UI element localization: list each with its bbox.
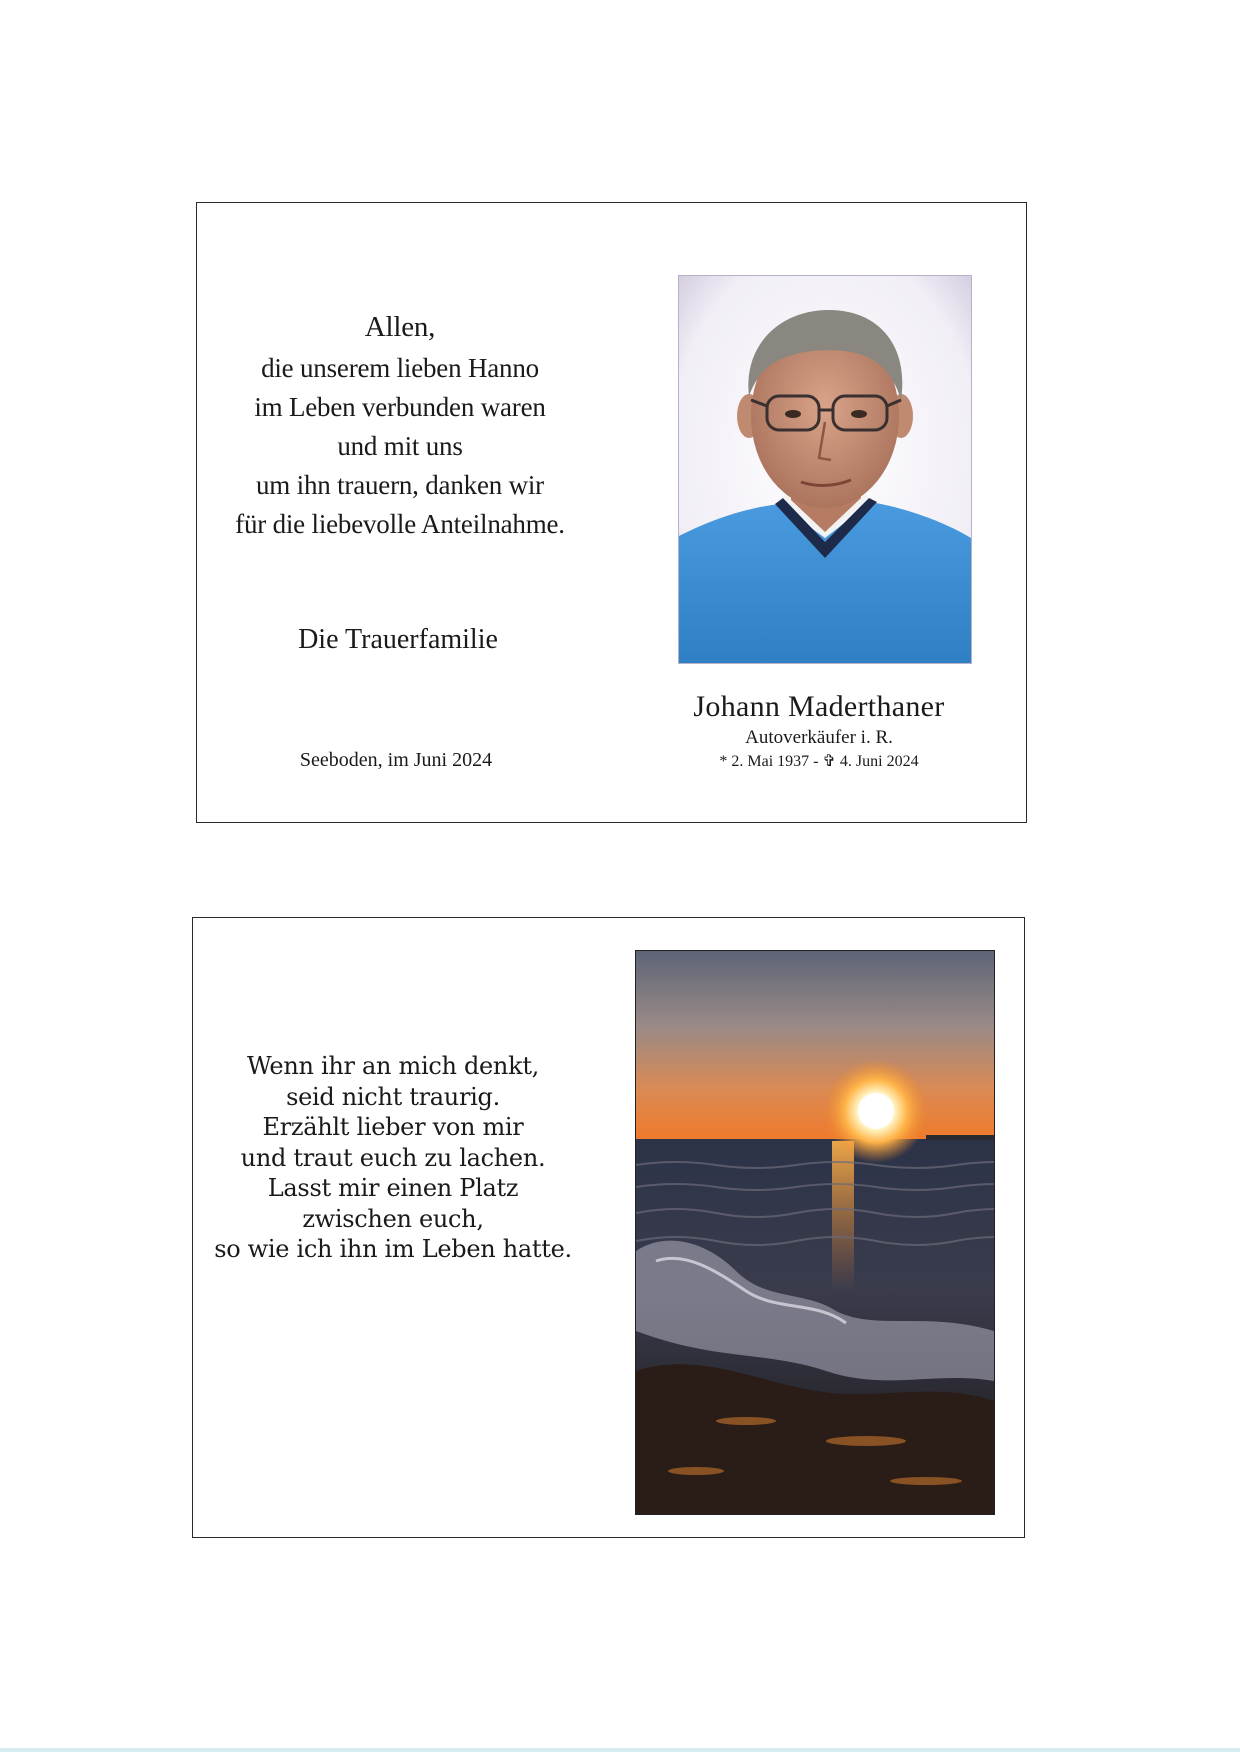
deceased-name: Johann Maderthaner <box>693 690 945 723</box>
poem-line: zwischen euch, <box>302 1204 484 1233</box>
place-date: Seeboden, im Juni 2024 <box>299 749 493 771</box>
poem-line: so wie ich ihn im Leben hatte. <box>214 1235 572 1263</box>
thanks-line: um ihn trauern, danken wir <box>256 470 544 500</box>
poem-line: und traut euch zu lachen. <box>240 1143 546 1172</box>
poem-line: Wenn ihr an mich denkt, <box>247 1052 539 1080</box>
family-signature: Die Trauerfamilie <box>298 624 498 655</box>
poem-line: Lasst mir einen Platz <box>267 1174 519 1202</box>
deceased-dates: * 2. Mai 1937 - ✞ 4. Juni 2024 <box>719 753 919 770</box>
poem-line: seid nicht traurig. <box>286 1082 500 1111</box>
thanks-line: im Leben verbunden waren <box>254 392 546 422</box>
sunset-illustration <box>636 951 994 1514</box>
thanks-line: und mit uns <box>337 431 463 461</box>
thanks-text <box>235 308 565 544</box>
poem-text <box>214 1051 572 1265</box>
portrait-photo <box>678 275 972 664</box>
thanks-line: die unserem lieben Hanno <box>261 353 539 383</box>
thanks-line: Allen, <box>364 311 436 343</box>
portrait-illustration <box>679 276 971 663</box>
poem-line: Erzählt lieber von mir <box>262 1113 524 1141</box>
thanks-line: für die liebevolle Anteilnahme. <box>235 509 565 539</box>
sunset-photo <box>635 950 995 1515</box>
scan-edge-line <box>0 1748 1240 1752</box>
deceased-title: Autoverkäufer i. R. <box>745 727 893 748</box>
